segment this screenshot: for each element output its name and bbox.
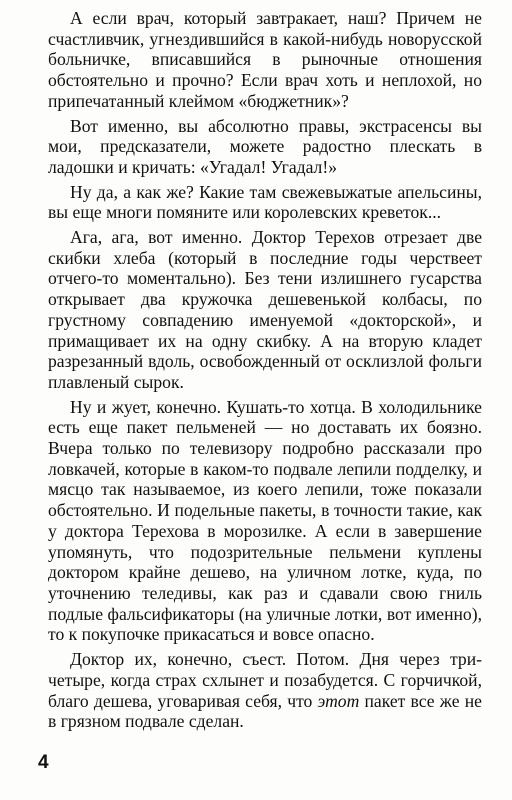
paragraph-6-tail: пакет все же не в грязном подвале сделан.: [48, 690, 482, 732]
paragraph-5: Ну и жует, конечно. Кушать-то хотца. В холодильнике есть еще пакет пельменей — но доставать их боязно. Вчера только по телевизору подробно рассказали про ловкачей, которые в каком-то подвале лепили подделку, и мясцо так называемое, из коего лепили, тоже показали обстоятельно. И подельные пакеты, в точности такие, как у доктора Терехова в морозилке. А если в завершение упомянуть, что подозрительные пельмени куплены доктором крайне дешево, на уличном лотке, куда, по уточнению теледивы, как раз и сдавали свою гниль подлые фальсификаторы (на уличные лотки, вот именно), то к покупочке прикасаться и вовсе опасно.: [48, 396, 482, 645]
emphasis-word: этот: [317, 690, 360, 711]
paragraph-1: А если врач, который завтракает, наш? Причем не счастливчик, угнездившийся в какой-нибудь новорусской больничке, вписавшийся в рыночные отношения обстоятельно и прочно? Если врач хоть и неплохой, но припечатанный клеймом «бюджетник»?: [48, 8, 482, 111]
page-number: 4: [38, 752, 49, 773]
paragraph-4: Ага, ага, вот именно. Доктор Терехов отрезает две скибки хлеба (который в последние годы черствеет отчего-то моментально). Без тени излишнего гусарства открывает два кружочка дешевенькой колбасы, по грустному совпадению именуемой «докторской», и примащивает их на одну скибку. А на вторую кладет разрезанный вдоль, освобожденный от осклизлой фольги плавленый сырок.: [48, 227, 482, 392]
paragraph-6-text: Доктор их, конечно, съест. Потом. Дня через три-четыре, когда страх схлынет и позабудется. С горчичкой, благо дешева, уговаривая себя, что: [48, 649, 482, 711]
paragraph-6: [48, 649, 482, 732]
paragraph-2: Вот именно, вы абсолютно правы, экстрасенсы вы мои, предсказатели, можете радостно плескать в ладошки и кричать: «Угадал! Угадал!»: [48, 115, 482, 177]
body-text: [48, 8, 482, 736]
paragraph-3: Ну да, а как же? Какие там свежевыжатые апельсины, вы еще многи помяните или королевских креветок...: [48, 181, 482, 223]
